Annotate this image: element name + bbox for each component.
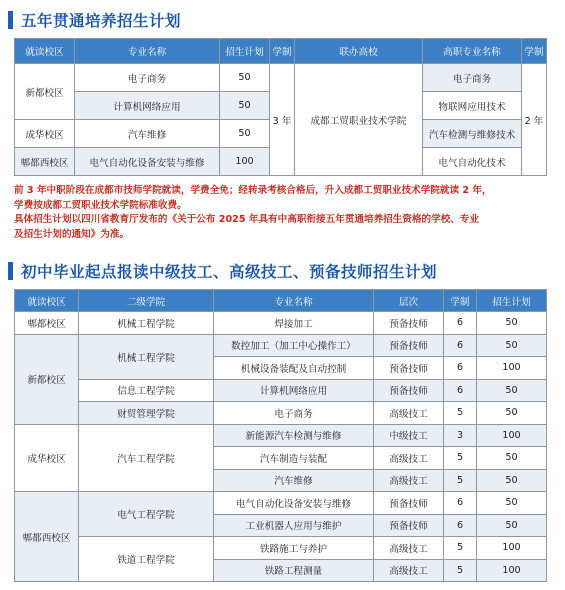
section1-title (8, 9, 181, 31)
header-campus: 就读校区 (15, 39, 75, 64)
college-cell: 汽车工程学院 (79, 424, 214, 492)
section2-title-text: 初中毕业起点报读中级技工、高级技工、预备技师招生计划 (21, 263, 438, 281)
plan-cell: 50 (220, 64, 270, 92)
major-cell: 电气自动化设备安装与维修 (75, 148, 220, 176)
college-cell: 电气工程学院 (79, 492, 214, 537)
major-cell: 汽车制造与装配 (214, 447, 374, 470)
campus-cell: 成华校区 (15, 120, 75, 148)
hv-major-cell: 物联网应用技术 (423, 92, 522, 120)
years-cell: 6 (444, 334, 477, 357)
major-cell: 计算机网络应用 (75, 92, 220, 120)
level-cell: 预备技师 (374, 379, 444, 402)
college-cell: 机械工程学院 (79, 334, 214, 379)
years-cell: 6 (444, 312, 477, 335)
skilled-worker-plan-table (14, 289, 547, 582)
title-bar (8, 11, 13, 29)
note-line: 前 3 年中职阶段在成都市技师学院就读，学费全免；经转录考核合格后，升入成都工贸职业技术学院就读 2 年， (14, 185, 492, 196)
table-header-row (15, 290, 547, 312)
college-cell: 信息工程学院 (79, 379, 214, 402)
section1-title-text: 五年贯通培养招生计划 (21, 12, 182, 30)
years-cell: 5 (444, 447, 477, 470)
notes-block (14, 184, 554, 242)
plan-cell: 50 (477, 379, 547, 402)
plan-cell: 50 (220, 120, 270, 148)
major-cell: 数控加工（加工中心操作工） (214, 334, 374, 357)
major-cell: 电子商务 (214, 402, 374, 425)
header-major: 专业名称 (75, 39, 220, 64)
section2-title (8, 260, 437, 282)
years-cell: 5 (444, 469, 477, 492)
partner-college-cell: 成都工贸职业技术学院 (295, 64, 423, 176)
campus-cell: 郫都校区 (15, 312, 79, 335)
header-plan: 招生计划 (477, 290, 547, 312)
major-cell: 焊接加工 (214, 312, 374, 335)
years-cell: 6 (444, 357, 477, 380)
campus-cell: 新都校区 (15, 334, 79, 424)
level-cell: 预备技师 (374, 334, 444, 357)
campus-cell: 新都校区 (15, 64, 75, 120)
years-cell: 5 (444, 537, 477, 560)
years-cell: 5 (444, 559, 477, 582)
plan-cell: 100 (477, 357, 547, 380)
major-cell: 铁路施工与养护 (214, 537, 374, 560)
header-college: 二级学院 (79, 290, 214, 312)
campus-cell: 郫都西校区 (15, 492, 79, 582)
college-cell: 机械工程学院 (79, 312, 214, 335)
college-cell: 铁道工程学院 (79, 537, 214, 582)
plan-cell: 50 (477, 312, 547, 335)
table-row (15, 492, 547, 515)
level-cell: 预备技师 (374, 312, 444, 335)
table-row (15, 312, 547, 335)
table-row (15, 537, 547, 560)
table-header-row (15, 39, 547, 64)
major-cell: 铁路工程测量 (214, 559, 374, 582)
header-years: 学制 (444, 290, 477, 312)
header-campus: 就读校区 (15, 290, 79, 312)
hv-major-cell: 电气自动化技术 (423, 148, 522, 176)
major-cell: 汽车维修 (75, 120, 220, 148)
plan-cell: 50 (477, 447, 547, 470)
header-plan: 招生计划 (220, 39, 270, 64)
table-row (15, 379, 547, 402)
header-level: 层次 (374, 290, 444, 312)
plan-cell: 50 (477, 492, 547, 515)
years-cell: 6 (444, 492, 477, 515)
major-cell: 新能源汽车检测与维修 (214, 424, 374, 447)
note-line: 学费按成都工贸职业技术学院标准收费。 (14, 199, 187, 211)
title-bar (8, 262, 13, 280)
note-line: 具体招生计划以四川省教育厅发布的《关于公布 2025 年具有中高职衔接五年贯通培养招生资格的学校、专业 (14, 214, 480, 226)
table-row (15, 334, 547, 357)
header-years: 学制 (270, 39, 295, 64)
plan-cell: 50 (477, 402, 547, 425)
level-cell: 高级技工 (374, 559, 444, 582)
years-cell: 3 年 (270, 64, 295, 176)
major-cell: 电气自动化设备安装与维修 (214, 492, 374, 515)
major-cell: 工业机器人应用与维护 (214, 514, 374, 537)
years-cell: 5 (444, 402, 477, 425)
hv-major-cell: 电子商务 (423, 64, 522, 92)
major-cell: 电子商务 (75, 64, 220, 92)
major-cell: 汽车维修 (214, 469, 374, 492)
header-partner: 联办高校 (295, 39, 423, 64)
header-major: 专业名称 (214, 290, 374, 312)
header-hv-years: 学制 (522, 39, 547, 64)
note-line: 及招生计划的通知》为准。 (14, 228, 130, 240)
level-cell: 中级技工 (374, 424, 444, 447)
campus-cell: 郫都西校区 (15, 148, 75, 176)
major-cell: 机械设备装配及自动控制 (214, 357, 374, 380)
level-cell: 高级技工 (374, 469, 444, 492)
plan-cell: 50 (477, 334, 547, 357)
plan-cell: 50 (477, 469, 547, 492)
hv-years-cell: 2 年 (522, 64, 547, 176)
plan-cell: 100 (477, 559, 547, 582)
level-cell: 预备技师 (374, 357, 444, 380)
table-row (15, 424, 547, 447)
campus-cell: 成华校区 (15, 424, 79, 492)
header-hv-major: 高职专业名称 (423, 39, 522, 64)
table-row (15, 64, 547, 92)
plan-cell: 100 (477, 424, 547, 447)
major-cell: 计算机网络应用 (214, 379, 374, 402)
five-year-plan-table (14, 38, 547, 176)
level-cell: 高级技工 (374, 537, 444, 560)
plan-cell: 50 (477, 514, 547, 537)
plan-cell: 100 (477, 537, 547, 560)
plan-cell: 50 (220, 92, 270, 120)
level-cell: 高级技工 (374, 402, 444, 425)
years-cell: 6 (444, 514, 477, 537)
level-cell: 预备技师 (374, 492, 444, 515)
table-row (15, 402, 547, 425)
hv-major-cell: 汽车检测与维修技术 (423, 120, 522, 148)
level-cell: 高级技工 (374, 447, 444, 470)
level-cell: 预备技师 (374, 514, 444, 537)
plan-cell: 100 (220, 148, 270, 176)
years-cell: 3 (444, 424, 477, 447)
years-cell: 6 (444, 379, 477, 402)
college-cell: 财贸管理学院 (79, 402, 214, 425)
